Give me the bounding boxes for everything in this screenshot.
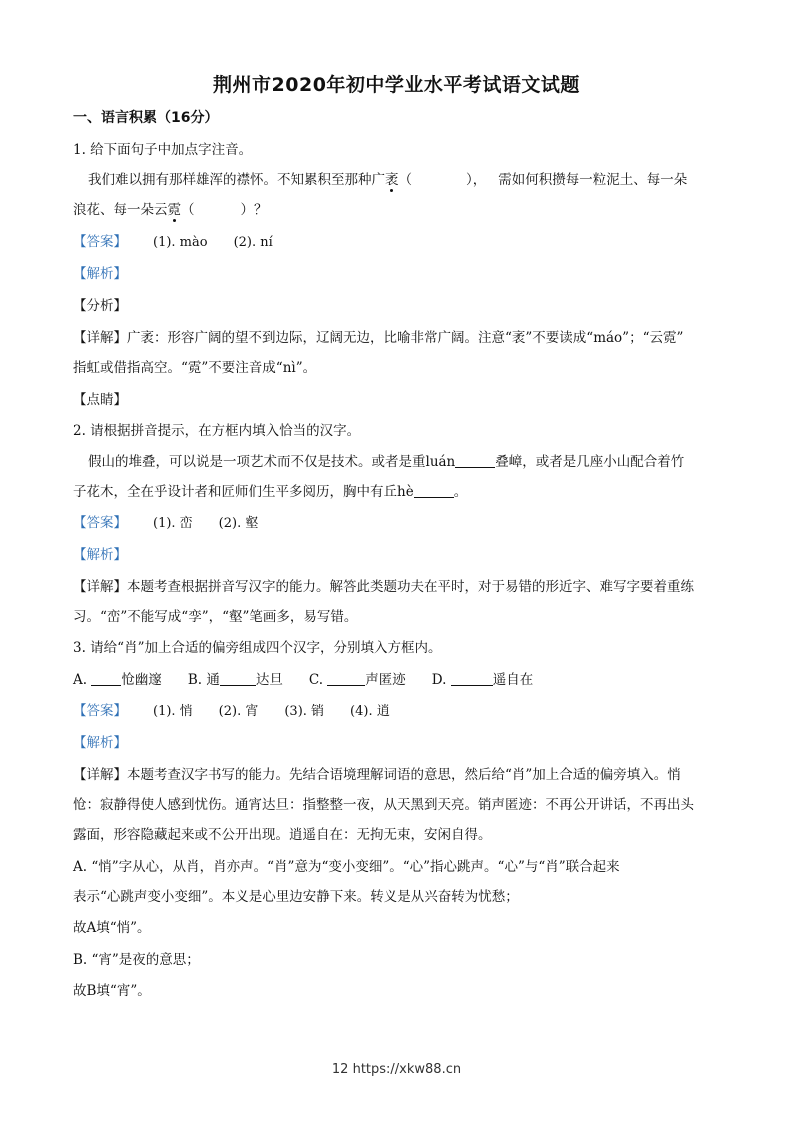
answer-tag: 【答案】 (73, 234, 127, 250)
q3-a-line2: 表示“心跳声变小变细”。本义是心里边安静下来。转义是从兴奋转为忧愁； (73, 889, 519, 905)
q3-b-line2: 故B填“宵”。 (73, 983, 151, 999)
q2-detail-line2: 习。“峦”不能写成“孪”，“壑”笔画多，易写错。 (73, 609, 358, 625)
q3-detail-line1: 【详解】本题考查汉字书写的能力。先结合语境理解词语的意思，然后给“肖”加上合适的偏旁填入。悄 (73, 767, 681, 783)
q2-passage-line1: 假山的堆叠，可以说是一项艺术而不仅是技术。或者是重luán 叠嶂，或者是几座小山配合着竹 (88, 454, 685, 470)
q1-dotted-char-2: 霓 (167, 202, 181, 218)
q1-detail-line2: 指虹或借指高空。“霓”不要注音成“nì”。 (73, 360, 317, 376)
section-heading: 一、语言积累（16分） (73, 110, 219, 126)
answer-tag: 【答案】 (73, 515, 127, 531)
q2-blank-2 (414, 483, 454, 498)
q1-detail-line1: 【详解】广袤：形容广阔的望不到边际，辽阔无边，比喻非常广阔。注意“袤”不要读成“máo”；“云霓” (73, 330, 684, 346)
q1-fenxi-tag: 【分析】 (73, 298, 127, 314)
q2-pinyin-2: hè (397, 484, 414, 500)
q3-analysis-tag: 【解析】 (73, 735, 127, 751)
q2-answer-text: (1). 峦 (2). 壑 (153, 516, 259, 531)
q1-dotted-char-1: 袤 (385, 172, 399, 188)
q2-analysis-tag: 【解析】 (73, 547, 127, 563)
q3-answer (73, 701, 390, 722)
q3-a-line1: A. “悄”字从心，从肖，肖亦声。“肖”意为“变小变细”。“心”指心跳声。“心”与“肖”联合起来 (73, 859, 620, 875)
q3-options (73, 670, 533, 690)
q3-a-line3: 故A填“悄”。 (73, 920, 151, 936)
q3-option-c: C. 声匿迹 (308, 672, 406, 688)
q1-passage-line1: 我们难以拥有那样雄浑的襟怀。不知累积至那种广袤（ ）， 需如何积攒每一粒泥土、每一朵 (88, 172, 688, 188)
q1-stem: 1. 给下面句子中加点字注音。 (73, 142, 253, 158)
q3-detail-line3: 露面，形容隐藏起来或不公开出现。逍遥自在：无拘无束，安闲自得。 (73, 827, 492, 843)
q3-stem: 3. 请给“肖”加上合适的偏旁组成四个汉字，分别填入方框内。 (73, 640, 442, 656)
q2-pinyin-1: luán (425, 454, 456, 470)
answer-tag: 【答案】 (73, 703, 127, 719)
q2-blank-1 (455, 453, 495, 468)
q3-answer-text: (1). 悄 (2). 宵 (3). 销 (4). 逍 (153, 704, 390, 719)
q2-detail-line1: 【详解】本题考查根据拼音写汉字的能力。解答此类题功夫在平时，对于易错的形近字、难写字要着重练 (73, 579, 694, 595)
page-title: 荆州市2020年初中学业水平考试语文试题 (213, 74, 580, 96)
q1-answer (73, 232, 273, 253)
q3-option-a: A. 怆幽邃 (73, 672, 162, 688)
q3-b-line1: B. “宵”是夜的意思； (73, 952, 200, 968)
q2-passage-line2: 子花木，全在乎设计者和匠师们生平多阅历，胸中有丘hè 。 (73, 484, 468, 500)
q2-answer (73, 513, 258, 534)
q1-analysis-tag: 【解析】 (73, 266, 127, 282)
q1-passage-line2: 浪花、每一朵云霓（ ）？ (73, 202, 268, 218)
q3-option-b: B. 通 达旦 (187, 672, 283, 688)
q2-stem: 2. 请根据拼音提示，在方框内填入恰当的汉字。 (73, 423, 361, 439)
q3-option-d: D. 遥自在 (431, 672, 534, 688)
q3-detail-line2: 怆：寂静得使人感到忧伤。通宵达旦：指整整一夜，从天黑到天亮。销声匿迹：不再公开讲话，不再出头 (73, 797, 694, 813)
q1-answer-text: (1). mào (2). ní (153, 235, 273, 250)
q1-dianjing-tag: 【点睛】 (73, 392, 127, 408)
page-footer: 12 https://xkw88.cn (331, 1062, 462, 1077)
